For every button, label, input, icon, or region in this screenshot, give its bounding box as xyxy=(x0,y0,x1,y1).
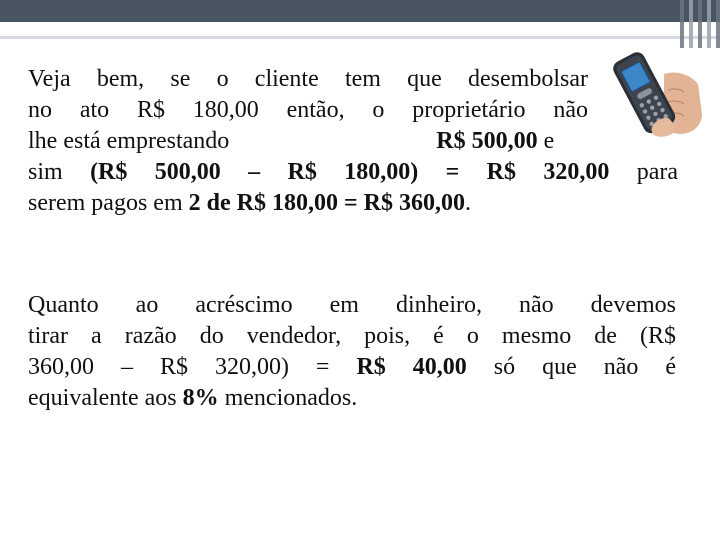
p2-line-2: tirar a razão do vendedor, pois, é o mesmo de (R$ xyxy=(28,323,676,349)
p1-line-4: sim (R$ 500,00 – R$ 180,00) = R$ 320,00 para xyxy=(28,159,679,185)
paragraph-2 xyxy=(28,290,676,414)
p2-line-4: equivalente aos 8% mencionados. xyxy=(28,385,358,411)
slide-header-band xyxy=(0,22,720,36)
p2-percent: 8% xyxy=(182,385,219,411)
p1-line-5: serem pagos em 2 de R$ 180,00 = R$ 360,00. xyxy=(28,190,471,216)
paragraph-1 xyxy=(28,64,678,219)
p2-line-1: Quanto ao acréscimo em dinheiro, não devemos xyxy=(28,292,676,318)
p1-installments: 2 de R$ 180,00 = R$ 360,00 xyxy=(188,190,465,216)
decorative-stripes xyxy=(640,0,720,48)
slide-header-bar xyxy=(0,0,720,22)
p1-difference: (R$ 500,00 – R$ 180,00) = R$ 320,00 xyxy=(90,159,610,185)
p1-amount-500: R$ 500,00 xyxy=(436,128,538,154)
p1-line-1: Veja bem, se o cliente tem que desembolsar xyxy=(28,66,588,92)
p2-line-3: 360,00 – R$ 320,00) = R$ 40,00 só que não é xyxy=(28,354,677,380)
p2-amount-40: R$ 40,00 xyxy=(356,354,467,380)
slide-header-divider xyxy=(0,36,720,39)
p1-line-2: no ato R$ 180,00 então, o proprietário não xyxy=(28,97,588,123)
p1-line-3: lhe está emprestando R$ 500,00 e xyxy=(28,128,555,154)
